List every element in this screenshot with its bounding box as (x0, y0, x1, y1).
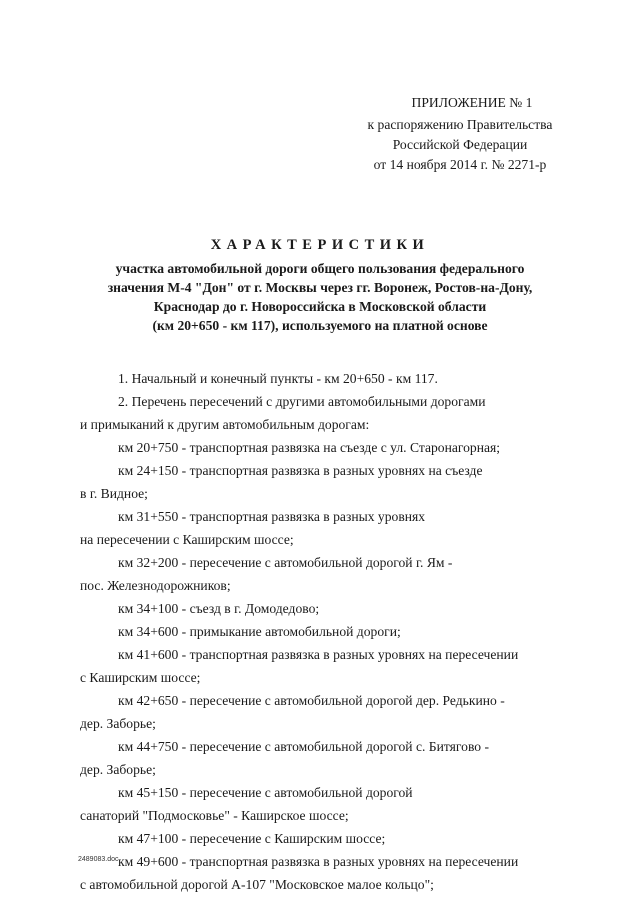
intersection-item (80, 689, 560, 712)
paragraph-text: км 34+100 - съезд в г. Домодедово; (118, 601, 320, 616)
paragraph-text: км 49+600 - транспортная развязка в разных уровнях на пересечении (118, 854, 519, 869)
appendix-number: ПРИЛОЖЕНИЕ № 1 (411, 95, 533, 110)
paragraph-text: км 42+650 - пересечение с автомобильной дорогой дер. Редькино - (118, 693, 505, 708)
intersection-item (80, 643, 560, 666)
paragraph-text: в г. Видное; (80, 486, 148, 501)
paragraph-continuation (80, 712, 560, 735)
paragraph-text: с автомобильной дорогой А-107 "Московское малое кольцо"; (80, 877, 434, 892)
paragraph-text: км 41+600 - транспортная развязка в разных уровнях на пересечении (118, 647, 519, 662)
paragraph-text: с Каширским шоссе; (80, 670, 201, 685)
document-header (330, 93, 590, 175)
subtitle-line: (км 20+650 - км 117), используемого на платной основе (152, 318, 488, 333)
paragraph-text: км 31+550 - транспортная развязка в разных уровнях (118, 509, 426, 524)
document-title: ХАРАКТЕРИСТИКИ (210, 237, 430, 253)
subtitle-line: Краснодар до г. Новороссийска в Московской области (153, 299, 487, 314)
paragraph-text: км 47+100 - пересечение с Каширским шоссе; (118, 831, 386, 846)
paragraph-text: км 24+150 - транспортная развязка в разных уровнях на съезде (118, 463, 483, 478)
file-name-footer: 2489083.doc (78, 856, 119, 863)
paragraph-text: санаторий "Подмосковье" - Каширское шоссе; (80, 808, 349, 823)
document-body (80, 367, 560, 896)
paragraph-text: км 44+750 - пересечение с автомобильной дорогой с. Битягово - (118, 739, 489, 754)
intersection-item (80, 436, 560, 459)
intersection-item (80, 735, 560, 758)
order-date: от 14 ноября 2014 г. № 2271-р (373, 157, 547, 172)
paragraph-continuation (80, 758, 560, 781)
intersection-item (80, 827, 560, 850)
paragraph-continuation (80, 574, 560, 597)
paragraph-text: км 34+600 - примыкание автомобильной дороги; (118, 624, 401, 639)
subtitle-line: участка автомобильной дороги общего пользования федерального (115, 261, 525, 276)
intersection-item (80, 505, 560, 528)
intersection-item (80, 850, 560, 873)
subtitle-line: значения М-4 "Дон" от г. Москвы через гг. Воронеж, Ростов-на-Дону, (107, 280, 533, 295)
paragraph-text: дер. Заборье; (80, 716, 156, 731)
paragraph-continuation (80, 482, 560, 505)
paragraph-text: пос. Железнодорожников; (80, 578, 231, 593)
paragraph-text: км 45+150 - пересечение с автомобильной дорогой (118, 785, 413, 800)
paragraph-intersections-heading (80, 390, 560, 413)
order-reference: к распоряжению Правительства (367, 117, 553, 132)
government-name: Российской Федерации (392, 137, 528, 152)
paragraph-continuation (80, 413, 560, 436)
paragraph-text: дер. Заборье; (80, 762, 156, 777)
paragraph-text: 2. Перечень пересечений с другими автомобильными дорогами (118, 394, 486, 409)
intersection-item (80, 781, 560, 804)
paragraph-text: км 20+750 - транспортная развязка на съезде с ул. Старонагорная; (118, 440, 501, 455)
intersection-item (80, 551, 560, 574)
paragraph-start-end-points (80, 367, 560, 390)
paragraph-continuation (80, 804, 560, 827)
paragraph-continuation (80, 873, 560, 896)
paragraph-continuation (80, 666, 560, 689)
intersection-item (80, 459, 560, 482)
intersection-item (80, 620, 560, 643)
paragraph-text: 1. Начальный и конечный пункты - км 20+650 - км 117. (118, 371, 438, 386)
intersection-item (80, 597, 560, 620)
paragraph-continuation (80, 528, 560, 551)
paragraph-text: км 32+200 - пересечение с автомобильной дорогой г. Ям - (118, 555, 453, 570)
document-subtitle (60, 259, 580, 335)
paragraph-text: на пересечении с Каширским шоссе; (80, 532, 294, 547)
paragraph-text: и примыканий к другим автомобильным дорогам: (80, 417, 370, 432)
